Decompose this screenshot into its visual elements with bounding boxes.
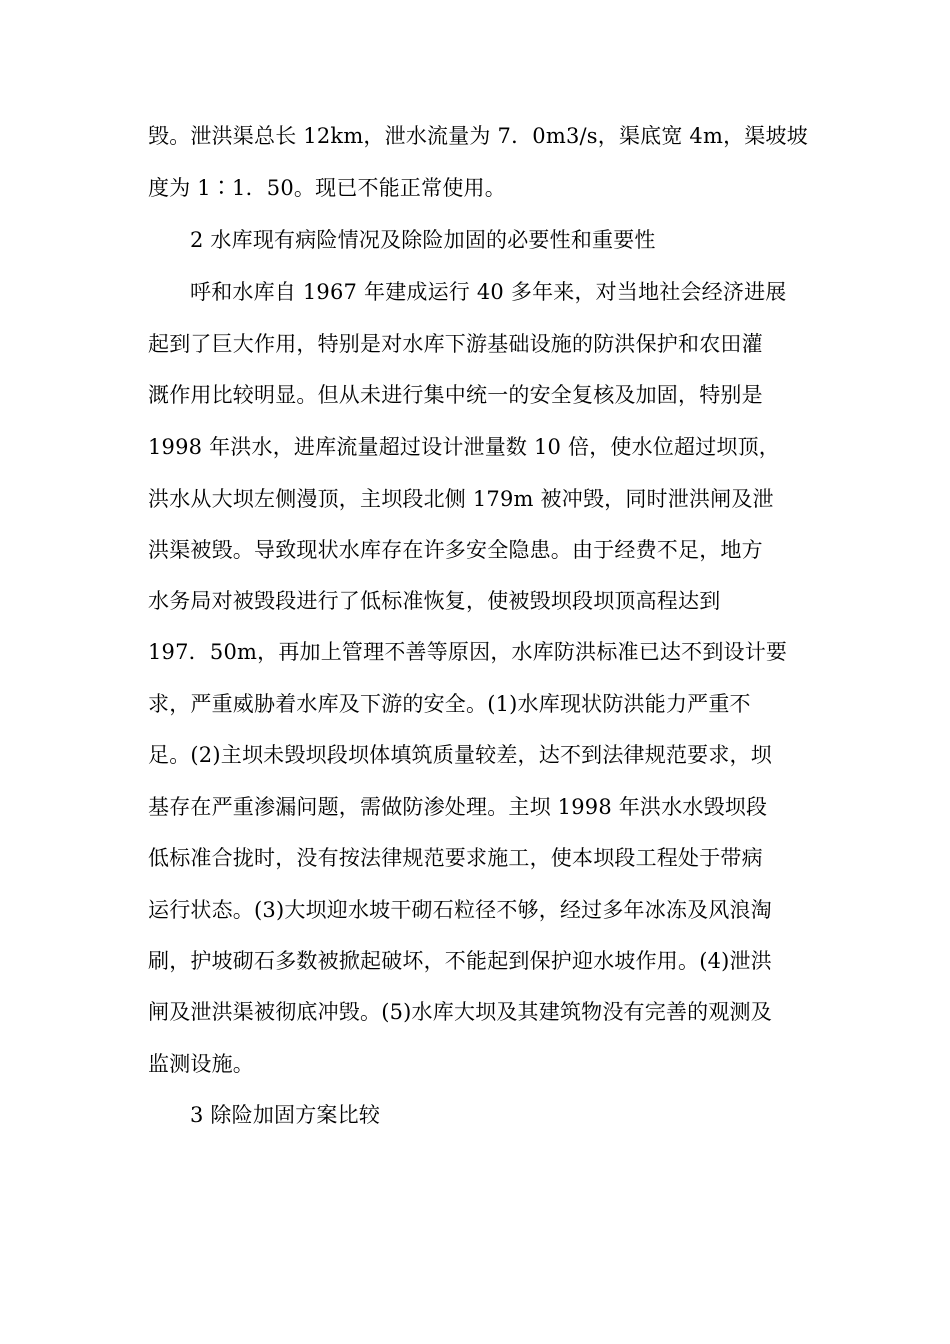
text-line: 低标准合拢时，没有按法律规范要求施工，使本坝段工程处于带病 bbox=[148, 846, 763, 870]
text-line: 洪渠被毁。导致现状水库存在许多安全隐患。由于经费不足，地方 bbox=[148, 538, 763, 562]
text-line: 洪水从大坝左侧漫顶，主坝段北侧 179m 被冲毁，同时泄洪闸及泄 bbox=[148, 487, 774, 511]
text-line: 溉作用比较明显。但从未进行集中统一的安全复核及加固，特别是 bbox=[148, 383, 763, 407]
text-line: 基存在严重渗漏问题，需做防渗处理。主坝 1998 年洪水水毁坝段 bbox=[148, 795, 768, 819]
text-line: 197．50m，再加上管理不善等原因，水库防洪标准已达不到设计要 bbox=[148, 640, 788, 664]
text-line: 毁。泄洪渠总长 12km，泄水流量为 7．0m3/s，渠底宽 4m，渠坡坡 bbox=[148, 124, 808, 148]
section-heading: 3 除险加固方案比较 bbox=[190, 1103, 381, 1127]
text-line: 监测设施。 bbox=[148, 1052, 254, 1076]
text-line: 起到了巨大作用，特别是对水库下游基础设施的防洪保护和农田灌 bbox=[148, 332, 763, 356]
text-line: 刷，护坡砌石多数被掀起破坏，不能起到保护迎水坡作用。(4)泄洪 bbox=[148, 949, 772, 973]
text-line: 呼和水库自 1967 年建成运行 40 多年来，对当地社会经济进展 bbox=[190, 280, 787, 304]
text-line: 运行状态。(3)大坝迎水坡干砌石粒径不够，经过多年冰冻及风浪淘 bbox=[148, 898, 772, 922]
text-line: 闸及泄洪渠被彻底冲毁。(5)水库大坝及其建筑物没有完善的观测及 bbox=[148, 1000, 772, 1024]
text-line: 水务局对被毁段进行了低标准恢复，使被毁坝段坝顶高程达到 bbox=[148, 589, 721, 613]
text-line: 足。(2)主坝未毁坝段坝体填筑质量较差，达不到法律规范要求，坝 bbox=[148, 743, 772, 767]
text-line: 求，严重威胁着水库及下游的安全。(1)水库现状防洪能力严重不 bbox=[148, 692, 751, 716]
text-line: 度为 1∶1．50。现已不能正常使用。 bbox=[148, 176, 506, 200]
text-line: 1998 年洪水，进库流量超过设计泄量数 10 倍，使水位超过坝顶， bbox=[148, 435, 780, 459]
section-heading: 2 水库现有病险情况及除险加固的必要性和重要性 bbox=[190, 228, 656, 252]
